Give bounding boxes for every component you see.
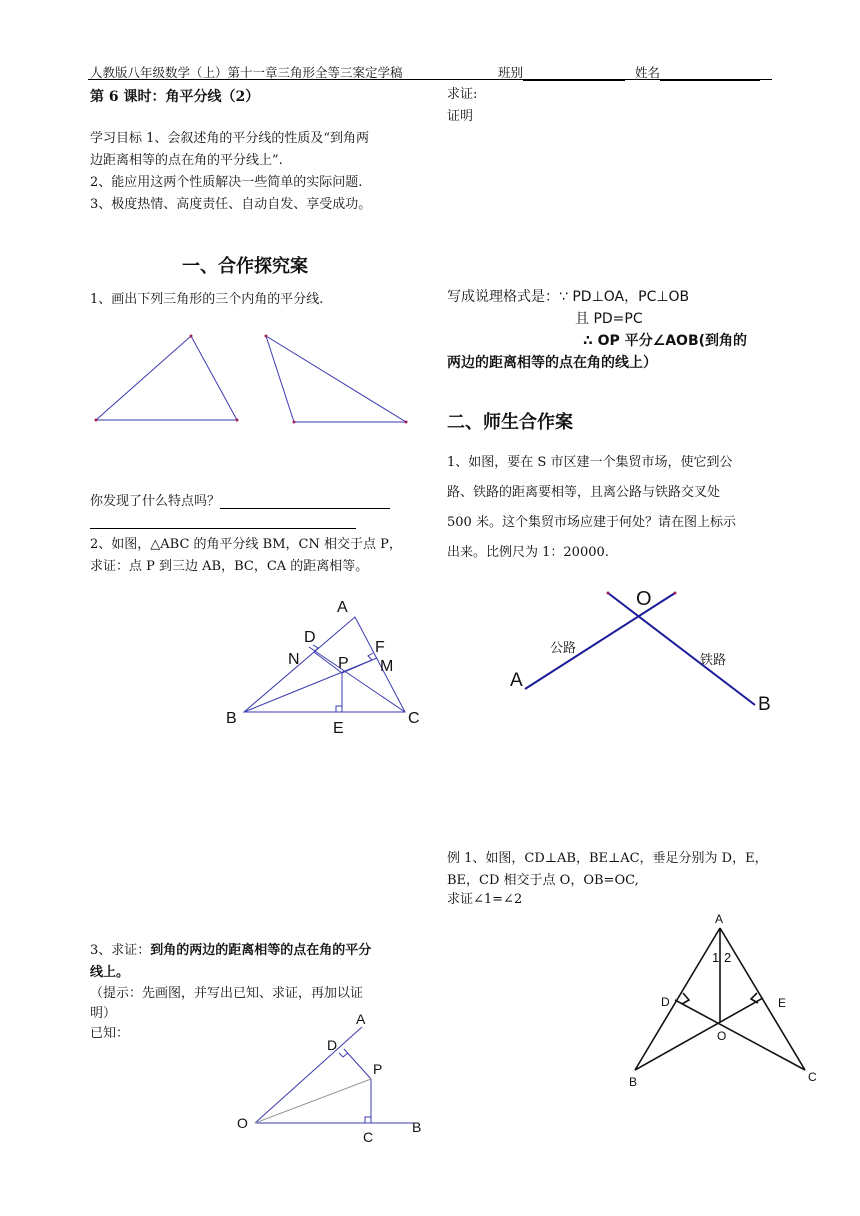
figure-example-1 <box>620 908 825 1098</box>
bisector-op <box>255 1079 371 1123</box>
label-E: E <box>778 996 787 1010</box>
reasoning-line-3: ∴ OP 平分∠AOB(到角的 <box>583 333 748 349</box>
label-B: B <box>758 694 771 715</box>
label-B: B <box>629 1075 638 1089</box>
label-M: M <box>380 658 394 675</box>
q3-given: 已知： <box>90 1026 130 1041</box>
label-P: P <box>373 1061 383 1077</box>
railway-line <box>608 593 755 705</box>
triangle-2 <box>266 336 406 422</box>
label-D: D <box>327 1037 338 1053</box>
label-C: C <box>363 1129 374 1145</box>
label-C: C <box>408 710 420 727</box>
prove-label: 求证: <box>447 87 478 102</box>
discover-prompt: 你发现了什么特点吗？ <box>90 494 221 509</box>
triangle-1 <box>96 336 237 420</box>
discover-blank[interactable] <box>220 494 390 509</box>
class-label: 班别 <box>498 65 524 80</box>
question-1: 1、画出下列三角形的三个内角的平分线. <box>90 292 324 307</box>
q3-hint: （提示：先画图，并写出已知、求证，再加以证 <box>90 986 364 1001</box>
section-1-title: 一、合作探究案 <box>182 256 308 277</box>
q3-statement-cont: 线上。 <box>90 965 130 980</box>
label-O: O <box>636 588 652 610</box>
q3-prefix: 3、求证： <box>90 943 151 958</box>
example-line: 求证∠1=∠2 <box>447 892 523 907</box>
triangles-figure <box>80 325 420 435</box>
label-highway: 公路 <box>550 640 577 655</box>
right-top <box>447 84 477 128</box>
vertex-dots <box>95 335 408 424</box>
problem-line: 1、如图，要在 S 市区建一个集贸市场，使它到公 <box>447 455 733 470</box>
discover-blank-2[interactable] <box>90 528 356 529</box>
label-N: N <box>288 651 300 668</box>
label-A: A <box>337 599 348 616</box>
objectives <box>90 128 435 216</box>
label-B: B <box>226 710 237 727</box>
label-railway: 铁路 <box>700 652 727 667</box>
objective-line: 学习目标 1、会叙述角的平分线的性质及“到角两 <box>90 131 370 146</box>
label-O: O <box>237 1115 248 1131</box>
q3-hint-cont: 明） <box>90 1006 117 1021</box>
label-A: A <box>715 912 724 926</box>
problem-line: 500 米。这个集贸市场应建于何处？请在图上标示 <box>447 515 736 530</box>
reasoning-format <box>447 286 787 374</box>
problem-line: 路、铁路的距离要相等，且离公路与铁路交叉处 <box>447 485 721 500</box>
example-line: 例 1、如图，CD⊥AB，BE⊥AC，垂足分别为 D，E， <box>447 851 768 866</box>
figure-triangle-abc <box>222 594 432 742</box>
highway-line <box>525 593 675 689</box>
example-1 <box>447 848 792 908</box>
q2-line: 求证：点 P 到三边 AB，BC，CA 的距离相等。 <box>90 559 369 574</box>
name-label: 姓名 <box>635 65 661 80</box>
q2-line: 2、如图，△ABC 的角平分线 BM，CN 相交于点 P， <box>90 537 402 552</box>
reasoning-line-2: 且 PD=PC <box>575 311 643 327</box>
objective-line: 3、极度热情、高度责任、自动自发、享受成功。 <box>90 197 372 212</box>
discover-line <box>90 490 390 509</box>
label-C: C <box>808 1070 817 1084</box>
label-F: F <box>375 639 385 656</box>
label-B: B <box>412 1119 422 1135</box>
lesson-title: 第 6 课时：角平分线（2） <box>90 89 260 105</box>
example-line: BE，CD 相交于点 O，OB=OC, <box>447 873 639 888</box>
label-angle-2: 2 <box>724 950 732 965</box>
figure-angle-aob <box>230 1006 440 1146</box>
label-E: E <box>333 720 344 737</box>
label-angle-1: 1 <box>712 950 720 965</box>
label-D: D <box>661 995 670 1009</box>
header-rule <box>88 79 772 80</box>
q3-statement: 到角的两边的距离相等的点在角的平分 <box>150 943 372 958</box>
label-O: O <box>717 1029 727 1043</box>
label-P: P <box>338 655 349 672</box>
section-2-title: 二、师生合作案 <box>447 412 573 433</box>
reasoning-line-1: 写成说理格式是：∵ PD⊥OA，PC⊥OB <box>447 289 690 305</box>
label-A: A <box>356 1011 366 1027</box>
reasoning-line-4: 两边的距离相等的点在角的线上） <box>447 355 657 371</box>
header-course: 人教版八年级数学（上）第十一章三角形全等三案定学稿 <box>90 65 403 80</box>
proof-label: 证明 <box>447 109 474 124</box>
label-A: A <box>510 670 523 691</box>
label-D: D <box>304 629 316 646</box>
market-problem <box>447 448 787 568</box>
objective-line: 2、能应用这两个性质解决一些简单的实际问题. <box>90 175 363 190</box>
problem-line: 出来。比例尺为 1：20000. <box>447 545 609 560</box>
question-2 <box>90 534 402 578</box>
figure-roads <box>500 584 790 719</box>
objective-line: 边距离相等的点在角的平分线上”. <box>90 153 283 168</box>
